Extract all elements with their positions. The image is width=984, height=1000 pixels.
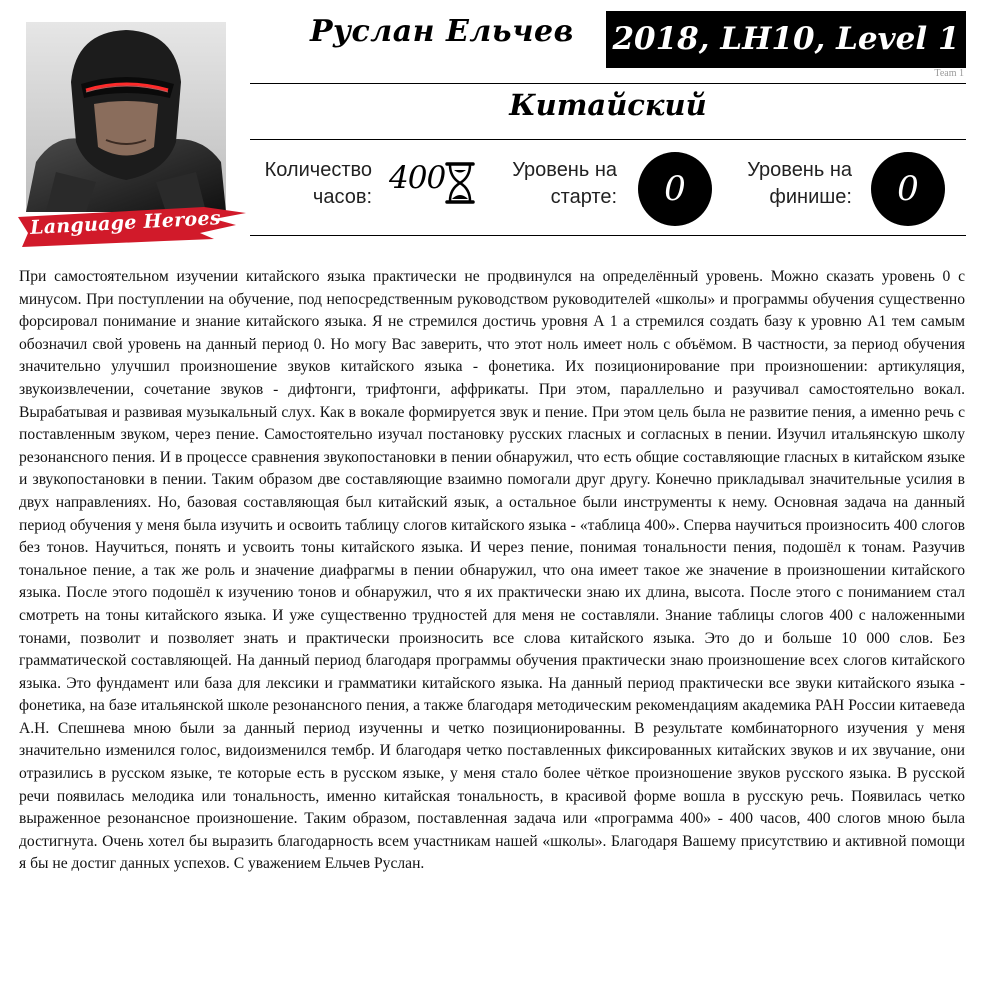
divider-middle	[250, 139, 966, 140]
robocop-photo	[26, 22, 226, 212]
finish-level-label: Уровень на финише:	[747, 159, 852, 208]
start-level-value: 0	[638, 152, 712, 226]
divider-bottom	[250, 235, 966, 236]
student-name: Руслан Ельчев	[310, 14, 574, 49]
language-heroes-logo	[14, 203, 248, 249]
logo-text: Language Heroes	[29, 207, 222, 239]
subject-title: Китайский	[509, 88, 707, 122]
testimonial-text: При самостоятельном изучении китайского языка практически не продвинулся на определённый уровень. Можно сказать уровень 0 с минусом. При поступлении на обучение, под непосредственным руководством руководителей «школы» и программы обучения существенно форсировал понимание и знание китайского языка. Я не стремился достичь уровня А 1 а стремился создать базу к уровню А1 тем самым обозначил свой уровень на данный период 0. Но могу Вас заверить, что этот ноль имеет ноль с объёмом. В частности, за период обучения значительно улучшил произношение звуков китайского языка - фонетика. Их позиционирование при произношении: артикуляция, звукоизвлечении, сочетание звуков - дифтонги, трифтонги, аффрикаты. При этом, параллельно и разучивал самостоятельно вокал. Вырабатывая и развивая музыкальный слух. Как в вокале формируется звук и пение. При этом цель была не развитие пения, а именно речь с поставленным звуком, через пение. Самостоятельно изучал постановку русских гласных и согласных в пении. Изучил итальянскую школу резонансного пения. И в процессе сравнения звукопостановки в пении обнаружил, что есть общие составляющие гласных в китайском языке и звукопостановки в пении. Таким образом две составляющие взаимно помогали друг другу. Конечно прикладывал значительные усилия в двух направлениях. Но, базовая составляющая был китайский язык, а остальное были инструменты к нему. Основная задача на данный период обучения у меня была изучить и освоить таблицу слогов китайского языка - «таблица 400». Сперва научиться произносить 400 слогов без тонов. Научиться, понять и усвоить тоны китайского языка. И через пение, понимая тональности пения, подошёл к тонам. Разучив тональное пение, а так же роль и значение диафрагмы в пении обнаружил, что она имеет такое же значение в произношении китайского языка. После этого подошёл к изучению тонов и обнаружил, что я их практически знаю их длина, высота. После этого с пониманием стал смотреть на тоны китайского языка. И уже существенно трудностей для меня не составляли. Знание таблицы слогов 400 с наложенными тонами, позволит и позволяет знать и практически произносить все слова китайского языка. Это до и больше 10 000 слов. Без грамматической составляющей. На данный период благодаря программы обучения практически знаю произношение всех слогов китайского языка. Это фундамент или база для лексики и грамматики китайского языка. На данный период практически все звуки китайского языка - фонетика, на базе итальянской школе резонансного пения, а также благодаря методическим рекомендациям академика РАН России китаеведа А.Н. Спешнева мною были за данный период изученны и четко позиционированны. В результате комбинаторного изучения у меня значительно изменился голос, видоизменился тембр. И благодаря четко поставленных фиксированных китайских звуков и их звучание, они отразились в русском языке, те которые есть в русском языке, у меня стало более чёткое произношение звуков русского языка. В русской речи появилась мелодика или тональность, именно китайская тональность, в красивой форме вошла в русскую речь. Появилась четко выраженное резонансное произношение. Таким образом, поставленная задача или «программа 400» - 400 часов, 400 слогов мною была достигнута. Очень хотел бы выразить благодарность всем участникам нашей «школы». Благодаря Вашему присутствию и активной помощи я бы не достиг данных успехов. С уважением Ельчев Руслан.	[19, 268, 965, 873]
finish-level-value: 0	[871, 152, 945, 226]
hours-label: Количество часов:	[264, 159, 372, 208]
hours-value: 400	[389, 160, 446, 196]
hourglass-icon	[443, 161, 477, 210]
start-level-label: Уровень на старте:	[512, 159, 617, 208]
divider-top	[250, 83, 966, 84]
team-label: Team 1	[934, 68, 964, 79]
course-title: 2018, LH10, Level 1	[606, 11, 966, 68]
